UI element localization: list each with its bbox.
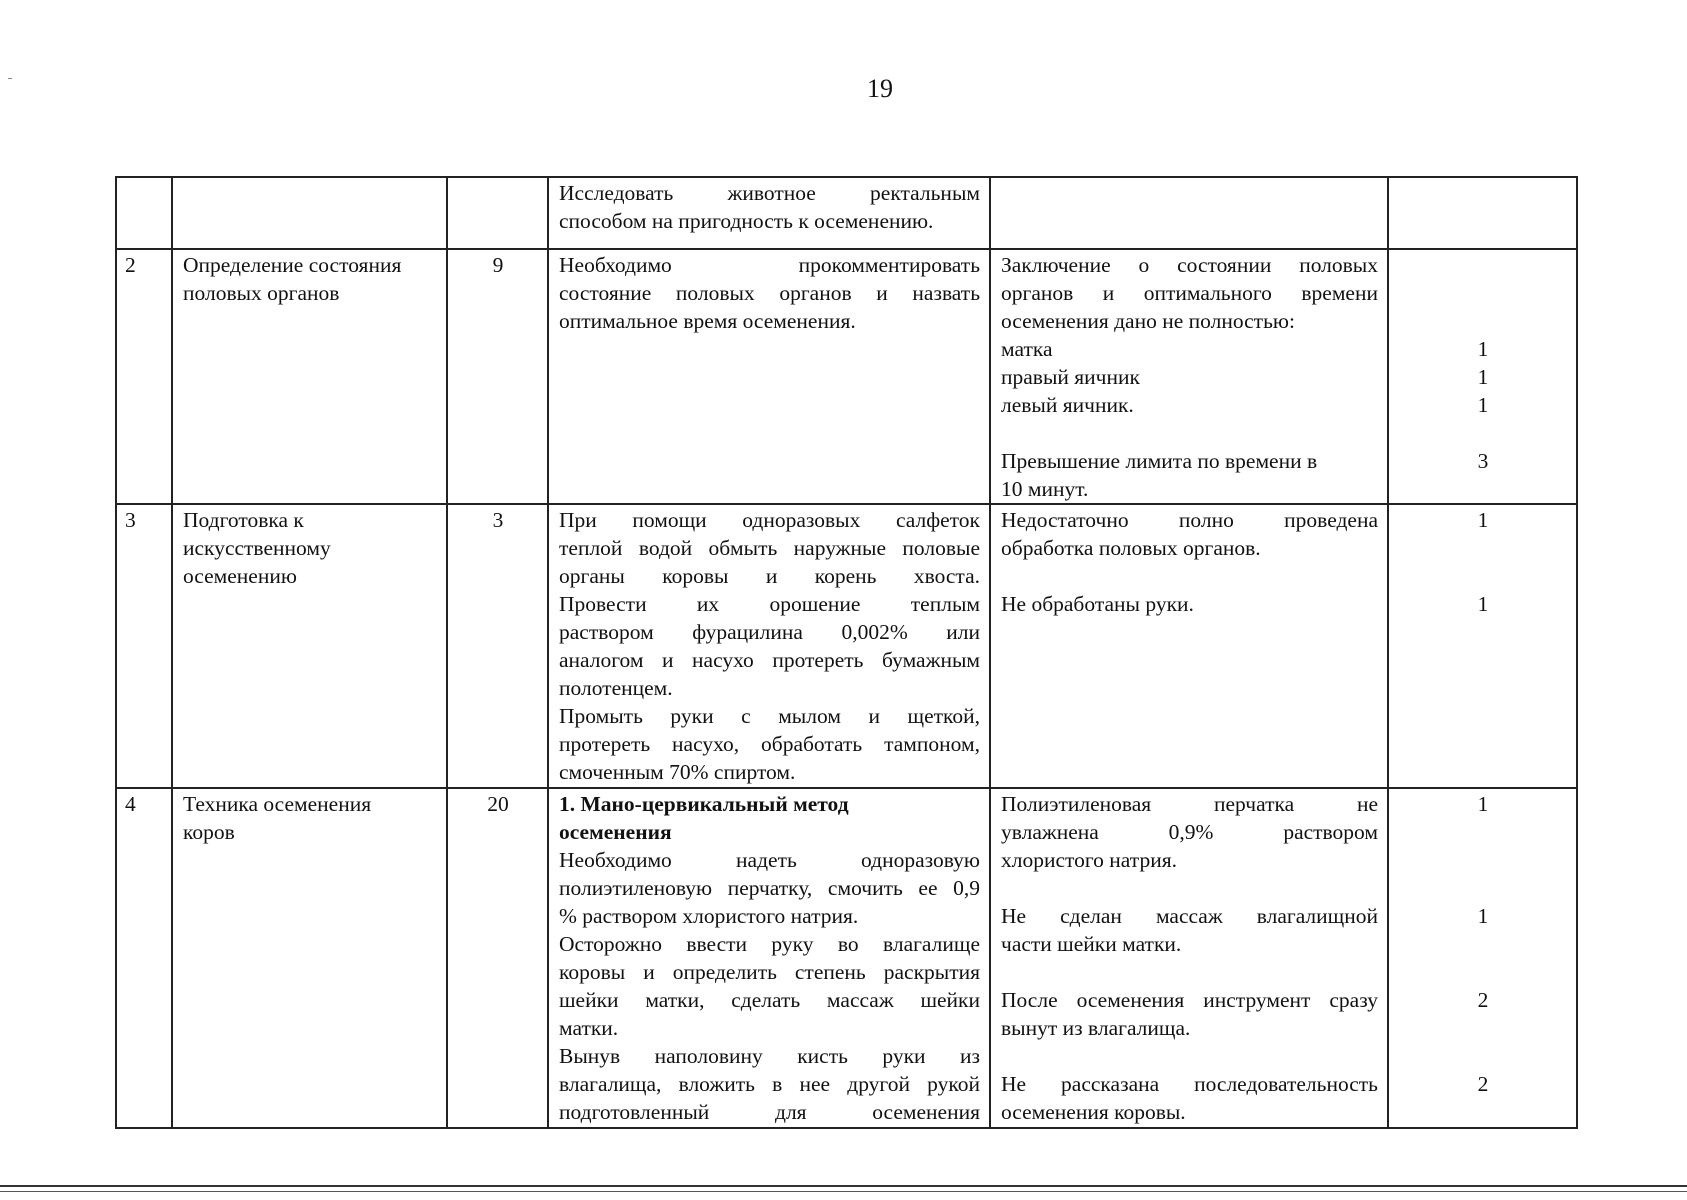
action-line: % раствором хлористого натрия. — [559, 904, 859, 928]
time-cell: 3 — [447, 504, 548, 788]
action-line: коровы и определить степень раскрытия — [559, 960, 980, 984]
action-line: Провести их орошение теплым — [559, 592, 980, 616]
error-line: Полиэтиленовая перчатка не — [1001, 792, 1378, 816]
stage-line: искусственному — [183, 536, 331, 560]
error-line: левый яичник. — [1001, 393, 1134, 417]
score-value — [1399, 846, 1567, 874]
stage-cell — [172, 788, 447, 1128]
error-line: обработка половых органов. — [1001, 536, 1261, 560]
footer-rule — [0, 1185, 1687, 1192]
score-value: 1 — [1477, 337, 1489, 361]
assessment-table — [115, 176, 1578, 1129]
score-value: 1 — [1477, 365, 1489, 389]
error-line: осеменения дано не полностью: — [1001, 309, 1295, 333]
error-line: Не обработаны руки. — [1001, 592, 1194, 616]
score-value — [1399, 562, 1567, 590]
error-line — [1001, 562, 1378, 590]
action-line: раствором фурацилина 0,002% или — [559, 620, 980, 644]
time-cell: 9 — [447, 249, 548, 504]
error-line: части шейки матки. — [1001, 932, 1182, 956]
errors-cell — [990, 504, 1388, 788]
action-line: влагалища, вложить в нее другой рукой — [559, 1072, 980, 1096]
score-cell — [1388, 249, 1577, 504]
score-value — [1399, 419, 1567, 447]
action-line: органы коровы и корень хвоста. — [559, 564, 980, 588]
error-line: увлажнена 0,9% раствором — [1001, 820, 1378, 844]
stage-cell — [172, 177, 447, 249]
error-line: Заключение о состоянии половых — [1001, 253, 1378, 277]
error-line: После осеменения инструмент сразу — [1001, 988, 1378, 1012]
action-line: Исследовать животное ректальным — [559, 181, 980, 205]
stage-line: половых органов — [183, 281, 340, 305]
error-line: осеменения коровы. — [1001, 1100, 1186, 1124]
error-line — [1001, 1042, 1378, 1070]
score-value — [1399, 1042, 1567, 1070]
row-number: 4 — [116, 788, 172, 1128]
score-value — [1399, 1098, 1567, 1126]
action-line: Промыть руки с мылом и щеткой, — [559, 704, 980, 728]
page-number: 19 — [867, 74, 893, 103]
action-line: полиэтиленовую перчатку, смочить ее 0,9 — [559, 876, 980, 900]
error-line: Недостаточно полно проведена — [1001, 508, 1378, 532]
error-line: хлористого натрия. — [1001, 848, 1177, 872]
score-value: 3 — [1477, 449, 1489, 473]
error-line: вынут из влагалища. — [1001, 1016, 1191, 1040]
error-line — [1001, 958, 1378, 986]
error-line: матка — [1001, 337, 1053, 361]
stage-line: Определение состояния — [183, 253, 402, 277]
time-cell — [447, 177, 548, 249]
score-value: 1 — [1477, 508, 1489, 532]
action-line: осеменения — [559, 820, 672, 844]
stage-cell — [172, 249, 447, 504]
action-line: Необходимо прокомментировать — [559, 253, 980, 277]
table-body — [116, 177, 1577, 1128]
row-number — [116, 177, 172, 249]
table-row — [116, 788, 1577, 1128]
action-line: способом на пригодность к осеменению. — [559, 209, 934, 233]
errors-cell — [990, 788, 1388, 1128]
action-line: смоченным 70% спиртом. — [559, 760, 796, 784]
score-value — [1399, 279, 1567, 307]
error-line: 10 минут. — [1001, 477, 1089, 501]
score-cell — [1388, 177, 1577, 249]
error-line: Превышение лимита по времени в — [1001, 449, 1318, 473]
stage-line: осеменению — [183, 564, 297, 588]
action-line: шейки матки, сделать массаж шейки — [559, 988, 980, 1012]
table-row — [116, 177, 1577, 249]
score-value — [1399, 958, 1567, 986]
action-line: полотенцем. — [559, 676, 673, 700]
action-line: подготовленный для осеменения — [559, 1100, 980, 1124]
error-line: правый яичник — [1001, 365, 1140, 389]
score-value: 2 — [1477, 1072, 1489, 1096]
action-line: теплой водой обмыть наружные половые — [559, 536, 980, 560]
score-value: 1 — [1477, 592, 1489, 616]
table-row — [116, 249, 1577, 504]
action-line: аналогом и насухо протереть бумажным — [559, 648, 980, 672]
score-value — [1399, 1014, 1567, 1042]
errors-cell — [990, 249, 1388, 504]
time-cell: 20 — [447, 788, 548, 1128]
action-line: Осторожно ввести руку во влагалище — [559, 932, 980, 956]
score-cell — [1388, 504, 1577, 788]
score-value — [1399, 251, 1567, 279]
error-line — [1001, 874, 1378, 902]
actions-cell — [548, 504, 990, 788]
score-value — [1399, 874, 1567, 902]
action-line: состояние половых органов и назвать — [559, 281, 980, 305]
action-line: матки. — [559, 1016, 619, 1040]
score-value — [1399, 475, 1567, 503]
row-number: 3 — [116, 504, 172, 788]
score-cell — [1388, 788, 1577, 1128]
error-line: Не рассказана последовательность — [1001, 1072, 1378, 1096]
action-line: протереть насухо, обработать тампоном, — [559, 732, 980, 756]
errors-cell — [990, 177, 1388, 249]
score-value: 1 — [1477, 393, 1489, 417]
stage-line: Техника осеменения — [183, 792, 372, 816]
score-value: 1 — [1477, 792, 1489, 816]
score-value — [1399, 930, 1567, 958]
score-value: 1 — [1477, 904, 1489, 928]
row-number: 2 — [116, 249, 172, 504]
action-line: Вынув наполовину кисть руки из — [559, 1044, 980, 1068]
score-value — [1399, 307, 1567, 335]
score-value — [1399, 534, 1567, 562]
stage-cell — [172, 504, 447, 788]
table-row — [116, 504, 1577, 788]
actions-cell — [548, 177, 990, 249]
action-line: оптимальное время осеменения. — [559, 309, 856, 333]
stage-line: Подготовка к — [183, 508, 304, 532]
stage-line: коров — [183, 820, 235, 844]
error-line — [1001, 419, 1378, 447]
action-line: Необходимо надеть одноразовую — [559, 848, 980, 872]
actions-cell — [548, 788, 990, 1128]
error-line: Не сделан массаж влагалищной — [1001, 904, 1378, 928]
error-line: органов и оптимального времени — [1001, 281, 1378, 305]
action-line: 1. Мано-цервикальный метод — [559, 792, 849, 816]
actions-cell — [548, 249, 990, 504]
score-value: 2 — [1477, 988, 1489, 1012]
score-value — [1399, 818, 1567, 846]
action-line: При помощи одноразовых салфеток — [559, 508, 980, 532]
